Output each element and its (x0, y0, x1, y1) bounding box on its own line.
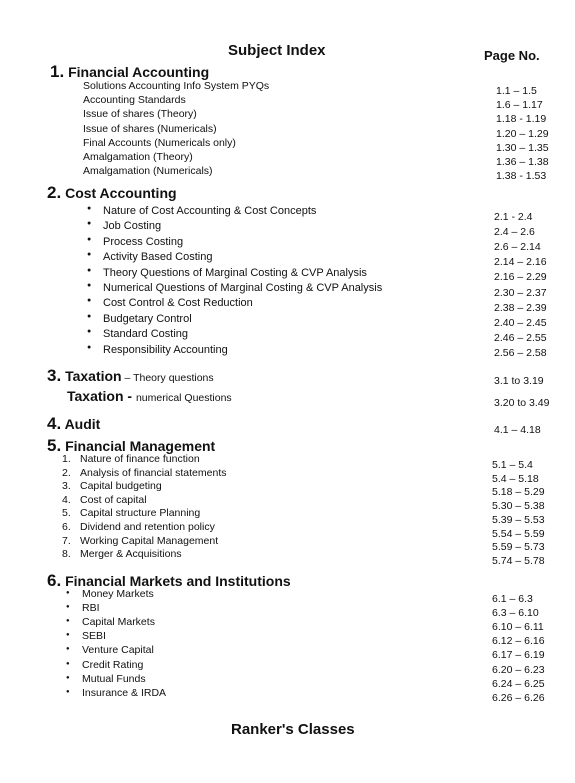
list-item-number: 2. (62, 466, 71, 479)
list-item-page: 6.20 – 6.23 (492, 663, 545, 676)
list-item-label: Venture Capital (82, 644, 154, 657)
footer-publisher: Ranker's Classes (231, 721, 355, 738)
bullet-icon: ● (87, 266, 92, 274)
bullet-icon: ● (66, 618, 70, 625)
list-item-label: Nature of finance function (80, 453, 200, 465)
page-title: Subject Index (228, 42, 326, 59)
list-item-label: Job Costing (103, 220, 162, 233)
list-item-number: 3. (62, 480, 71, 493)
list-item-page: 5.59 – 5.73 (492, 541, 545, 554)
list-item-label: Insurance & IRDA (82, 686, 167, 699)
list-item-number: 5. (62, 507, 71, 520)
list-item-label: Working Capital Management (80, 534, 219, 547)
list-item-label: Credit Rating (82, 658, 144, 671)
list-item-page: 6.24 – 6.25 (492, 677, 545, 690)
list-item-page: 2.4 – 2.6 (494, 226, 535, 239)
bullet-icon: ● (87, 220, 92, 228)
list-item-page: 2.56 – 2.58 (494, 346, 547, 359)
bullet-icon: ● (66, 590, 70, 596)
list-item-label: Final Accounts (Numericals only) (83, 136, 236, 149)
list-item-page: 5.39 – 5.53 (492, 513, 545, 526)
list-item-label: Accounting Standards (83, 94, 186, 107)
list-item-label: Capital structure Planning (80, 507, 201, 520)
bullet-icon: ● (66, 604, 70, 611)
list-item-label: Process Costing (103, 235, 184, 248)
list-item-label: Cost Control & Cost Reduction (103, 297, 253, 310)
list-item-page: 2.1 - 2.4 (494, 211, 533, 223)
list-item-page: 1.30 – 1.35 (496, 141, 549, 154)
bullet-icon: ● (87, 328, 92, 336)
list-item-page: 5.30 – 5.38 (492, 500, 545, 513)
bullet-icon: ● (66, 688, 70, 695)
list-item-label: Numerical Questions of Marginal Costing & CVP Analysis (103, 282, 383, 294)
list-item-page: 1.6 – 1.17 (496, 99, 543, 112)
list-item-page: 6.1 – 6.3 (492, 593, 533, 605)
list-item-label: Standard Costing (103, 328, 188, 341)
list-item-page: 1.18 - 1.19 (496, 113, 547, 126)
list-item-label: Issue of shares (Numericals) (83, 122, 217, 135)
bullet-icon: ● (87, 205, 92, 212)
list-item-label: Solutions Accounting Info System PYQs (83, 80, 270, 92)
page-no-header: Page No. (484, 48, 540, 63)
list-item-label: Amalgamation (Theory) (83, 151, 193, 163)
list-item-label: Issue of shares (Theory) (83, 108, 197, 121)
list-item-page: 2.38 – 2.39 (494, 301, 547, 314)
bullet-icon: ● (66, 646, 70, 653)
list-item-label: SEBI (82, 630, 106, 643)
list-item-label: RBI (82, 602, 100, 615)
list-item-label: Merger & Acquisitions (80, 548, 182, 561)
list-item-label: Mutual Funds (82, 672, 146, 685)
audit-page: 4.1 – 4.18 (494, 424, 541, 436)
list-item-page: 2.16 – 2.29 (494, 271, 547, 284)
list-item-number: 4. (62, 493, 71, 506)
list-item-page: 1.38 - 1.53 (496, 170, 547, 183)
list-item-number: 6. (62, 521, 71, 533)
list-item-page: 5.1 – 5.4 (492, 459, 533, 471)
list-item-label: Analysis of financial statements (80, 466, 227, 479)
list-item-label: Nature of Cost Accounting & Cost Concepts (103, 205, 317, 217)
list-item-page: 6.12 – 6.16 (492, 635, 545, 648)
section-heading-financial-accounting: 1. Financial Accounting (50, 62, 210, 81)
list-item-number: 8. (62, 548, 71, 561)
list-item-page: 5.54 – 5.59 (492, 527, 545, 540)
list-item-page: 6.17 – 6.19 (492, 649, 545, 662)
list-item-page: 6.26 – 6.26 (492, 691, 545, 704)
list-item-label: Capital Markets (82, 616, 155, 629)
taxation-numerical-page: 3.20 to 3.49 (494, 397, 550, 409)
bullet-icon: ● (66, 632, 70, 639)
list-item-page: 1.36 – 1.38 (496, 156, 549, 168)
list-item-label: Capital budgeting (80, 480, 162, 493)
section-heading-audit: 4. Audit (47, 414, 101, 433)
list-item-page: 2.30 – 2.37 (494, 286, 547, 299)
list-item-page: 1.20 – 1.29 (496, 127, 549, 140)
list-item-label: Amalgamation (Numericals) (83, 165, 213, 178)
list-item-page: 2.40 – 2.45 (494, 316, 547, 329)
bullet-icon: ● (87, 282, 92, 289)
list-item-label: Money Markets (82, 588, 154, 600)
bullet-icon: ● (66, 660, 70, 667)
list-item-page: 5.18 – 5.29 (492, 486, 545, 499)
list-item-page: 2.14 – 2.16 (494, 256, 547, 269)
bullet-icon: ● (87, 343, 92, 351)
section-heading-financial-markets: 6. Financial Markets and Institutions (47, 571, 291, 590)
taxation-theory-page: 3.1 to 3.19 (494, 375, 544, 387)
bullet-icon: ● (66, 674, 70, 681)
list-item-page: 6.3 – 6.10 (492, 607, 539, 620)
list-item-page: 6.10 – 6.11 (492, 621, 544, 634)
list-item-label: Theory Questions of Marginal Costing & CVP Analysis (103, 266, 367, 279)
list-item-label: Cost of capital (80, 493, 147, 506)
list-item-page: 2.46 – 2.55 (494, 331, 547, 344)
bullet-icon: ● (87, 312, 92, 320)
section-heading-taxation-numerical: Taxation - numerical Questions (67, 388, 232, 404)
list-item-number: 1. (62, 453, 71, 465)
section-heading-cost-accounting: 2. Cost Accounting (47, 183, 177, 202)
list-item-label: Budgetary Control (103, 312, 192, 325)
list-item-page: 5.74 – 5.78 (492, 554, 545, 567)
bullet-icon: ● (87, 235, 92, 243)
section-heading-financial-management: 5. Financial Management (47, 436, 216, 455)
list-item-label: Activity Based Costing (103, 251, 213, 264)
bullet-icon: ● (87, 297, 92, 305)
section-heading-taxation: 3. Taxation – Theory questions (47, 366, 214, 385)
list-item-page: 2.6 – 2.14 (494, 241, 541, 254)
list-item-page: 1.1 – 1.5 (496, 85, 537, 97)
list-item-label: Dividend and retention policy (80, 521, 215, 533)
list-item-number: 7. (62, 534, 71, 547)
bullet-icon: ● (87, 251, 92, 259)
list-item-page: 5.4 – 5.18 (492, 472, 539, 485)
list-item-label: Responsibility Accounting (103, 343, 228, 356)
